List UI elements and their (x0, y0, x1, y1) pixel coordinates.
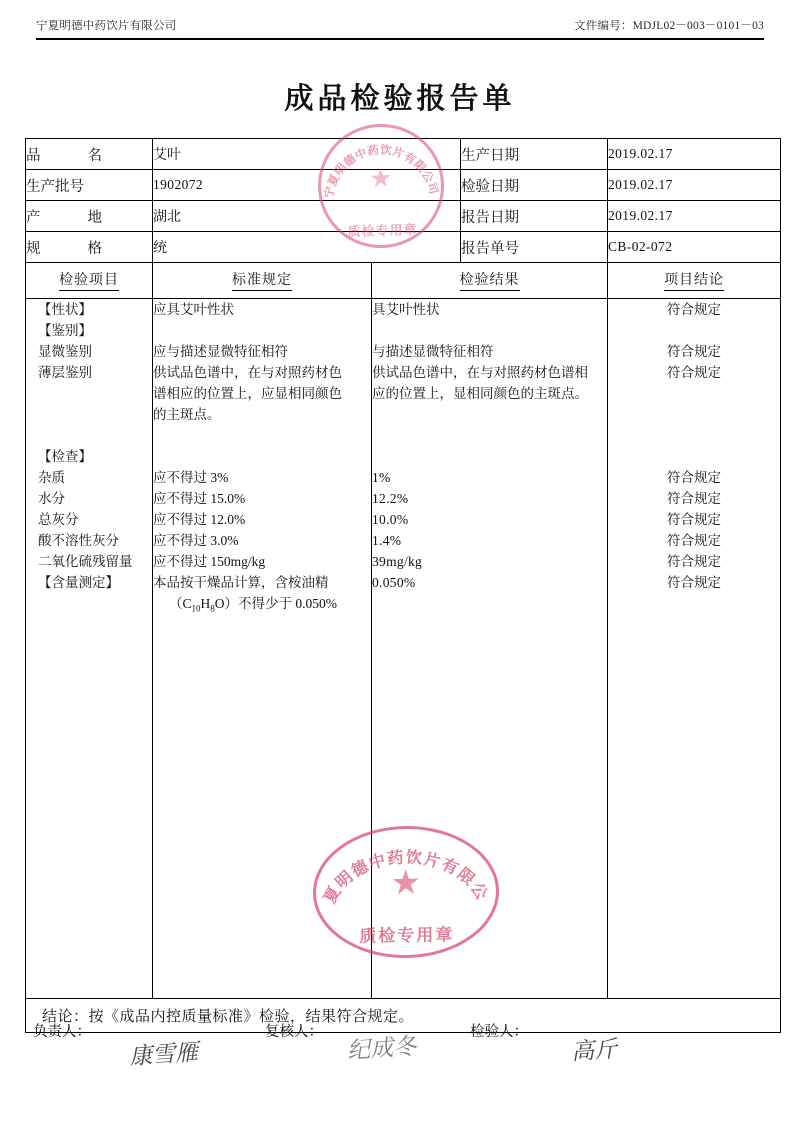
cell-standard-requirements: 应具艾叶性状 应与描述显微特征相符 供试品色谱中，在与对照药材色 谱相应的位置上，应显相同颜色 的主斑点。 应不得过 3% 应不得过 15.0% 应不得过 12.0% 应不得过 3.0% 应不得过 150mg/kg 本品按干燥品计算，含桉油精 $(C_{10}H_8O)$不得少于 0.050% (153, 299, 372, 999)
overall-conclusion-text: 结论：按《成品内控质量标准》检验，结果符合规定。 (26, 999, 781, 1033)
value-inspection-date: 2019.02.17 (608, 170, 781, 201)
label-product-name: 品 名 (26, 139, 153, 170)
value-report-date: 2019.02.17 (608, 201, 781, 232)
label-reviewer: 复核人： (265, 1024, 323, 1040)
info-row-product-name (26, 139, 781, 170)
cell-inspection-items: 【性状】 【鉴别】 显微鉴别 薄层鉴别 【检查】 杂质 水分 总灰分 酸不溶性灰分 二氧化硫残留量 【含量测定】 (26, 299, 153, 999)
label-production-date: 生产日期 (461, 139, 608, 170)
label-origin: 产 地 (26, 201, 153, 232)
label-report-number: 报告单号 (461, 232, 608, 263)
page-title: 成品检验报告单 (284, 83, 516, 115)
column-header-conclusion: 项目结论 (608, 263, 781, 299)
signature-responsible-person: 康雪雁 (128, 1039, 199, 1071)
value-report-number: CB-02-072 (608, 232, 781, 263)
header-divider (36, 38, 764, 40)
label-report-date: 报告日期 (461, 201, 608, 232)
column-header-item: 检验项目 (26, 263, 153, 299)
header-company-name: 宁夏明德中药饮片有限公司 (36, 20, 177, 32)
assay-formula: $(C_{10}H_8O)$不得少于 0.050% (169, 596, 338, 614)
seal-star-icon-secondary: ★ (368, 163, 393, 194)
column-header-result: 检验结果 (372, 263, 608, 299)
value-origin: 湖北 (153, 201, 461, 232)
label-specification: 规 格 (26, 232, 153, 263)
table-body-row (26, 299, 781, 999)
info-row-origin (26, 201, 781, 232)
label-batch-number: 生产批号 (26, 170, 153, 201)
value-product-name: 艾叶 (153, 139, 461, 170)
value-production-date: 2019.02.17 (608, 139, 781, 170)
cell-item-conclusions: 符合规定 符合规定 符合规定 符合规定 符合规定 符合规定 符合规定 符合规定 符合规定 (608, 299, 781, 999)
label-responsible-person: 负责人： (33, 1024, 91, 1040)
label-inspection-date: 检验日期 (461, 170, 608, 201)
label-inspector: 检验人： (470, 1024, 528, 1040)
signature-inspector: 高斤 (570, 1036, 619, 1066)
seal-bottom-label: 质检专用章 (359, 925, 455, 946)
value-batch-number: 1902072 (153, 170, 461, 201)
svg-text:宁夏明德中药饮片有限公司: 宁夏明德中药饮片有限公司 (323, 144, 440, 200)
info-row-batch-number (26, 170, 781, 201)
table-header-row (26, 263, 781, 299)
report-table (25, 138, 781, 1033)
signature-reviewer: 纪成冬 (346, 1033, 417, 1065)
column-header-standard: 标准规定 (153, 263, 372, 299)
value-specification: 统 (153, 232, 461, 263)
seal-bottom-label-secondary: 质检专用章 (347, 221, 418, 240)
seal-star-icon: ★ (390, 865, 422, 903)
svg-text:宁夏明德中药饮片有限公司: 宁夏明德中药饮片有限公司 (307, 816, 492, 907)
cell-inspection-results: 具艾叶性状 与描述显微特征相符 供试品色谱中，在与对照药材色谱相 应的位置上，显相同颜色的主斑点。 1% 12.2% 10.0% 1.4% 39mg/kg 0.050% (372, 299, 608, 999)
page-header (36, 20, 764, 40)
info-row-specification (26, 232, 781, 263)
signature-row (25, 1016, 780, 1086)
header-document-number: 文件编号：MDJL02－003－0101－03 (574, 20, 764, 32)
